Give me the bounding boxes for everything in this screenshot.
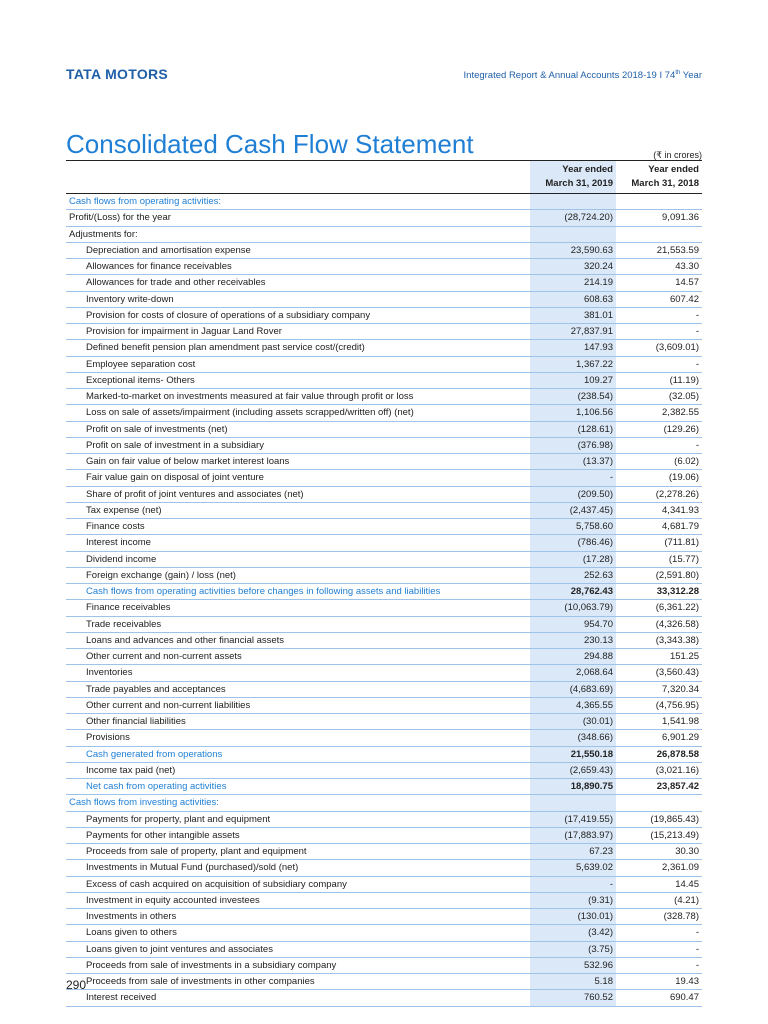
table-row bbox=[66, 259, 702, 275]
previous-year-value: 9,091.36 bbox=[662, 212, 699, 224]
row-label: Loans given to joint ventures and associates bbox=[86, 943, 273, 955]
previous-year-value: - bbox=[695, 439, 699, 451]
previous-year-value: 607.42 bbox=[669, 293, 699, 305]
current-year-value: - bbox=[530, 470, 616, 486]
previous-year-value: (129.26) bbox=[663, 423, 699, 435]
previous-year-value: 1,541.98 bbox=[662, 716, 699, 727]
previous-year-value: 690.47 bbox=[669, 992, 699, 1004]
row-label: Dividend income bbox=[86, 553, 157, 565]
table-row bbox=[66, 194, 702, 210]
row-label: Provision for costs of closure of operations of a subsidiary company bbox=[86, 309, 371, 321]
row-label: Excess of cash acquired on acquisition of subsidiary company bbox=[86, 878, 347, 890]
row-label: Profit on sale of investment in a subsidiary bbox=[86, 439, 264, 451]
previous-year-value: (711.81) bbox=[664, 537, 699, 549]
current-year-value: 230.13 bbox=[530, 632, 616, 648]
previous-year-value: 151.25 bbox=[669, 651, 699, 662]
table-row bbox=[66, 486, 702, 502]
row-label: Share of profit of joint ventures and associates (net) bbox=[86, 488, 304, 500]
units-note: (₹ in crores) bbox=[653, 150, 702, 160]
row-label: Trade receivables bbox=[86, 618, 162, 630]
table-row bbox=[66, 454, 702, 470]
current-year-value: (209.50) bbox=[530, 486, 616, 502]
row-label: Payments for property, plant and equipment bbox=[86, 813, 271, 825]
table-row bbox=[66, 324, 702, 340]
report-title bbox=[464, 70, 702, 81]
previous-year-value: 19.43 bbox=[675, 976, 699, 987]
current-year-value bbox=[530, 795, 616, 811]
table-row bbox=[66, 372, 702, 388]
table-row bbox=[66, 811, 702, 827]
previous-year-value: 30.30 bbox=[675, 846, 699, 857]
row-label: Fair value gain on disposal of joint venture bbox=[86, 472, 264, 484]
row-label: Proceeds from sale of investments in a subsidiary company bbox=[86, 959, 337, 971]
current-year-value: (2,659.43) bbox=[530, 762, 616, 778]
table-row bbox=[66, 957, 702, 973]
current-year-value: 1,106.56 bbox=[530, 405, 616, 421]
current-year-value: 67.23 bbox=[530, 844, 616, 860]
current-year-value: 21,550.18 bbox=[530, 746, 616, 762]
previous-year-value: - bbox=[695, 959, 699, 971]
row-label: Proceeds from sale of property, plant and equipment bbox=[86, 846, 307, 857]
table-row bbox=[66, 291, 702, 307]
table-row bbox=[66, 389, 702, 405]
table-row bbox=[66, 681, 702, 697]
table-row bbox=[66, 242, 702, 258]
table-row bbox=[66, 405, 702, 421]
table-row bbox=[66, 941, 702, 957]
table-row bbox=[66, 909, 702, 925]
table-row bbox=[66, 421, 702, 437]
row-label: Investments in others bbox=[86, 911, 177, 922]
table-row bbox=[66, 210, 702, 226]
table-row bbox=[66, 827, 702, 843]
current-year-value: (3.75) bbox=[530, 941, 616, 957]
row-label: Loans and advances and other financial assets bbox=[86, 634, 285, 646]
previous-year-value: 26,878.58 bbox=[656, 748, 699, 760]
table-row bbox=[66, 746, 702, 762]
page-title: Consolidated Cash Flow Statement bbox=[66, 129, 474, 160]
table-row bbox=[66, 535, 702, 551]
previous-year-value: (4,326.58) bbox=[655, 618, 699, 630]
current-year-value: (17,419.55) bbox=[530, 811, 616, 827]
table-row bbox=[66, 502, 702, 518]
previous-year-value: 33,312.28 bbox=[656, 586, 699, 597]
current-year-value: (10,063.79) bbox=[530, 600, 616, 616]
previous-year-value: (32.05) bbox=[668, 391, 699, 402]
current-year-value: 18,890.75 bbox=[530, 779, 616, 795]
row-label: Proceeds from sale of investments in other companies bbox=[86, 976, 315, 987]
current-year-value: (376.98) bbox=[530, 437, 616, 453]
previous-year-value bbox=[616, 795, 702, 811]
previous-year-value: (19.06) bbox=[668, 472, 699, 484]
label-column-header bbox=[66, 161, 524, 194]
previous-year-value: 21,553.59 bbox=[656, 244, 699, 256]
table-row bbox=[66, 697, 702, 713]
previous-year-value: 4,341.93 bbox=[662, 504, 699, 516]
company-logo: TATA MOTORS bbox=[66, 66, 169, 82]
previous-year-value: 7,320.34 bbox=[662, 683, 699, 695]
current-year-value: 320.24 bbox=[530, 259, 616, 275]
table-row bbox=[66, 730, 702, 746]
current-year-value: (30.01) bbox=[530, 714, 616, 730]
previous-year-value: 23,857.42 bbox=[656, 781, 699, 792]
row-label: Gain on fair value of below market interest loans bbox=[86, 456, 290, 467]
previous-year-value: 14.57 bbox=[675, 277, 699, 289]
table-row bbox=[66, 762, 702, 778]
table-row bbox=[66, 876, 702, 892]
row-label: Inventory write-down bbox=[86, 293, 174, 305]
current-year-value: 109.27 bbox=[530, 372, 616, 388]
current-year-value: 28,762.43 bbox=[530, 584, 616, 600]
current-year-value: (3.42) bbox=[530, 925, 616, 941]
table-row bbox=[66, 275, 702, 291]
previous-year-value: (15,213.49) bbox=[650, 829, 699, 841]
row-label: Net cash from operating activities bbox=[86, 781, 227, 792]
report-title-text: Integrated Report & Annual Accounts 2018-19 I 74 bbox=[463, 70, 676, 82]
previous-year-value: 43.30 bbox=[675, 261, 699, 272]
current-year-value: (2,437.45) bbox=[530, 502, 616, 518]
cash-flow-table bbox=[66, 160, 702, 1007]
current-year-value: 760.52 bbox=[530, 990, 616, 1006]
previous-year-value: (3,021.16) bbox=[655, 764, 699, 776]
previous-year-header-line2: March 31, 2018 bbox=[631, 178, 699, 189]
row-label: Investment in equity accounted investees bbox=[86, 894, 260, 906]
previous-year-value: (11.19) bbox=[669, 374, 699, 386]
current-year-value: (17.28) bbox=[530, 551, 616, 567]
previous-year-value: - bbox=[695, 358, 699, 370]
table-header-row bbox=[66, 161, 702, 194]
current-year-header bbox=[530, 161, 616, 194]
current-year-value: 5,639.02 bbox=[530, 860, 616, 876]
row-label: Finance receivables bbox=[86, 602, 171, 614]
row-label: Other current and non-current liabilities bbox=[86, 699, 251, 711]
row-label: Interest income bbox=[86, 537, 151, 549]
previous-year-value: (4,756.95) bbox=[655, 699, 699, 711]
table-row bbox=[66, 340, 702, 356]
previous-year-value: (15.77) bbox=[668, 553, 699, 565]
table-row bbox=[66, 437, 702, 453]
current-year-value: (9.31) bbox=[530, 892, 616, 908]
table-row bbox=[66, 779, 702, 795]
previous-year-value: (6,361.22) bbox=[655, 602, 699, 614]
current-year-value: 608.63 bbox=[530, 291, 616, 307]
current-year-value: 252.63 bbox=[530, 567, 616, 583]
table-row bbox=[66, 600, 702, 616]
current-year-value: 381.01 bbox=[530, 307, 616, 323]
previous-year-value: 2,361.09 bbox=[662, 862, 699, 874]
row-label: Profit/(Loss) for the year bbox=[69, 212, 171, 224]
current-year-value: 23,590.63 bbox=[530, 242, 616, 258]
row-label: Income tax paid (net) bbox=[86, 764, 176, 776]
previous-year-value: - bbox=[695, 927, 699, 939]
row-label: Exceptional items- Others bbox=[86, 374, 195, 386]
table-row bbox=[66, 567, 702, 583]
row-label: Depreciation and amortisation expense bbox=[86, 244, 251, 256]
table-row bbox=[66, 519, 702, 535]
row-label: Provision for impairment in Jaguar Land Rover bbox=[86, 326, 282, 337]
row-label: Cash flows from operating activities: bbox=[69, 196, 222, 207]
current-year-value bbox=[530, 194, 616, 210]
row-label: Other financial liabilities bbox=[86, 716, 186, 727]
previous-year-value: (328.78) bbox=[663, 911, 699, 922]
current-year-value: 5.18 bbox=[530, 974, 616, 990]
row-label: Employee separation cost bbox=[86, 358, 196, 370]
current-year-header-line1: Year ended bbox=[562, 164, 613, 175]
current-year-value: 2,068.64 bbox=[530, 665, 616, 681]
report-title-tail: Year bbox=[680, 70, 702, 82]
current-year-value: 5,758.60 bbox=[530, 519, 616, 535]
table-row bbox=[66, 860, 702, 876]
current-year-value: (17,883.97) bbox=[530, 827, 616, 843]
table-body bbox=[66, 194, 702, 1007]
current-year-value: (786.46) bbox=[530, 535, 616, 551]
previous-year-value: (3,343.38) bbox=[655, 634, 699, 646]
current-year-value: (13.37) bbox=[530, 454, 616, 470]
previous-year-value: (6.02) bbox=[674, 456, 699, 467]
previous-year-value: 6,901.29 bbox=[662, 732, 699, 744]
previous-year-value: (4.21) bbox=[674, 894, 699, 906]
table-row bbox=[66, 974, 702, 990]
table-row bbox=[66, 307, 702, 323]
row-label: Defined benefit pension plan amendment past service cost/(credit) bbox=[86, 342, 365, 354]
row-label: Cash flows from operating activities before changes in following assets and liabilities bbox=[86, 586, 441, 597]
current-year-value: 4,365.55 bbox=[530, 697, 616, 713]
row-label: Profit on sale of investments (net) bbox=[86, 423, 228, 435]
row-label: Payments for other intangible assets bbox=[86, 829, 240, 841]
row-label: Cash flows from investing activities: bbox=[69, 797, 219, 809]
previous-year-value: - bbox=[695, 943, 699, 955]
page-number: 290 bbox=[66, 978, 87, 992]
row-label: Loss on sale of assets/impairment (including assets scrapped/written off) (net) bbox=[86, 407, 414, 419]
current-year-value: 27,837.91 bbox=[530, 324, 616, 340]
table-row bbox=[66, 470, 702, 486]
current-year-value bbox=[530, 226, 616, 242]
previous-year-value bbox=[616, 226, 702, 242]
current-year-value: (128.61) bbox=[530, 421, 616, 437]
row-label: Provisions bbox=[86, 732, 130, 744]
previous-year-value: 14.45 bbox=[675, 878, 699, 890]
current-year-header-line2: March 31, 2019 bbox=[545, 178, 613, 189]
current-year-value: 214.19 bbox=[530, 275, 616, 291]
current-year-value: (238.54) bbox=[530, 389, 616, 405]
current-year-value: - bbox=[530, 876, 616, 892]
previous-year-header bbox=[616, 161, 702, 194]
table-row bbox=[66, 649, 702, 665]
table-row bbox=[66, 356, 702, 372]
previous-year-value: (2,591.80) bbox=[655, 569, 699, 581]
previous-year-value: (3,560.43) bbox=[655, 667, 699, 679]
row-label: Tax expense (net) bbox=[86, 504, 162, 516]
current-year-value: (348.66) bbox=[530, 730, 616, 746]
current-year-value: 147.93 bbox=[530, 340, 616, 356]
current-year-value: 294.88 bbox=[530, 649, 616, 665]
table-row bbox=[66, 665, 702, 681]
row-label: Loans given to others bbox=[86, 927, 177, 939]
previous-year-value: 4,681.79 bbox=[662, 521, 699, 532]
current-year-value: (28,724.20) bbox=[530, 210, 616, 226]
table-row bbox=[66, 844, 702, 860]
report-title-sup: th bbox=[675, 70, 681, 76]
table-row bbox=[66, 584, 702, 600]
row-label: Finance costs bbox=[86, 521, 145, 532]
table-row bbox=[66, 714, 702, 730]
current-year-value: (4,683.69) bbox=[530, 681, 616, 697]
previous-year-value bbox=[616, 194, 702, 210]
current-year-value: 954.70 bbox=[530, 616, 616, 632]
row-label: Investments in Mutual Fund (purchased)/sold (net) bbox=[86, 862, 299, 874]
previous-year-header-line1: Year ended bbox=[648, 164, 699, 175]
row-label: Adjustments for: bbox=[69, 228, 138, 240]
table-row bbox=[66, 632, 702, 648]
current-year-value: (130.01) bbox=[530, 909, 616, 925]
row-label: Interest received bbox=[86, 992, 157, 1004]
row-label: Foreign exchange (gain) / loss (net) bbox=[86, 569, 236, 581]
previous-year-value: (2,278.26) bbox=[655, 488, 699, 500]
row-label: Cash generated from operations bbox=[86, 748, 223, 760]
previous-year-value: - bbox=[695, 326, 699, 337]
previous-year-value: (19,865.43) bbox=[650, 813, 699, 825]
previous-year-value: 2,382.55 bbox=[662, 407, 699, 419]
table-row bbox=[66, 990, 702, 1006]
table-row bbox=[66, 892, 702, 908]
row-label: Trade payables and acceptances bbox=[86, 683, 226, 695]
table-row bbox=[66, 925, 702, 941]
current-year-value: 1,367.22 bbox=[530, 356, 616, 372]
previous-year-value: (3,609.01) bbox=[655, 342, 699, 354]
row-label: Marked-to-market on investments measured at fair value through profit or loss bbox=[86, 391, 414, 402]
row-label: Allowances for finance receivables bbox=[86, 261, 232, 272]
table-row bbox=[66, 795, 702, 811]
table-row bbox=[66, 226, 702, 242]
row-label: Allowances for trade and other receivables bbox=[86, 277, 266, 289]
current-year-value: 532.96 bbox=[530, 957, 616, 973]
table-row bbox=[66, 551, 702, 567]
row-label: Other current and non-current assets bbox=[86, 651, 242, 662]
row-label: Inventories bbox=[86, 667, 133, 679]
table-row bbox=[66, 616, 702, 632]
previous-year-value: - bbox=[695, 309, 699, 321]
